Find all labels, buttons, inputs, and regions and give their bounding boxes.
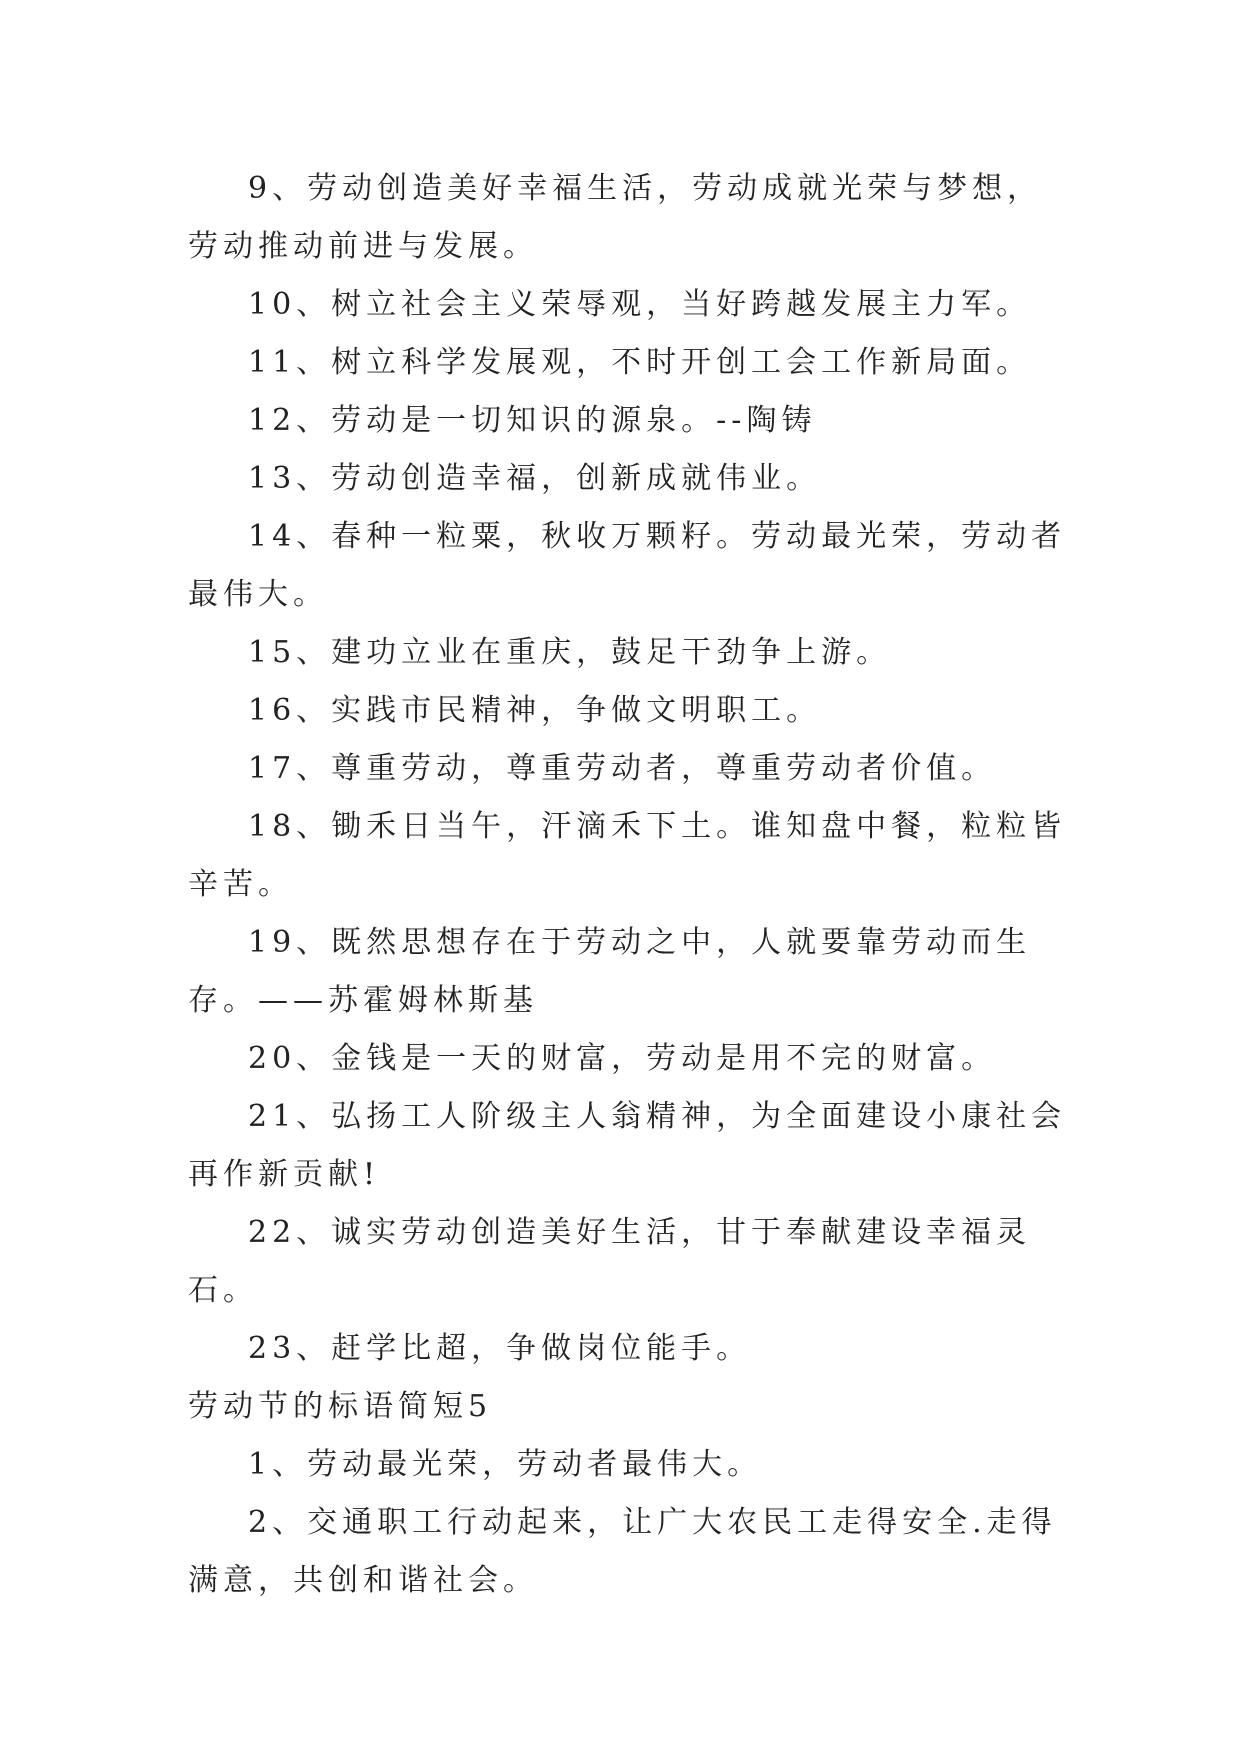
paragraph-item-12: 12、劳动是一切知识的源泉。--陶铸 <box>248 403 817 438</box>
paragraph-item-13: 13、劳动创造幸福，创新成就伟业。 <box>248 461 822 496</box>
paragraph-item-23: 23、赶学比超，争做岗位能手。 <box>248 1331 752 1366</box>
paragraph-item-20: 20、金钱是一天的财富，劳动是用不完的财富。 <box>248 1041 997 1076</box>
paragraph-item-21: 21、弘扬工人阶级主人翁精神，为全面建设小康社会再作新贡献! <box>188 1099 1067 1192</box>
paragraph-item-22: 22、诚实劳动创造美好生活，甘于奉献建设幸福灵石。 <box>188 1215 1032 1308</box>
paragraph-item-19: 19、既然思想存在于劳动之中，人就要靠劳动而生存。——苏霍姆林斯基 <box>188 925 1032 1018</box>
paragraph-item-14: 14、春种一粒粟，秋收万颗籽。劳动最光荣，劳动者最伟大。 <box>188 519 1067 612</box>
paragraph-item-16: 16、实践市民精神，争做文明职工。 <box>248 693 822 728</box>
paragraph-item-15: 15、建功立业在重庆，鼓足干劲争上游。 <box>248 635 892 670</box>
paragraph-item-11: 11、树立科学发展观，不时开创工会工作新局面。 <box>248 345 1032 380</box>
paragraph-item-9: 9、劳动创造美好幸福生活，劳动成就光荣与梦想，劳动推动前进与发展。 <box>188 171 1043 264</box>
paragraph-item-17: 17、尊重劳动，尊重劳动者，尊重劳动者价值。 <box>248 751 997 786</box>
paragraph-item-10: 10、树立社会主义荣辱观，当好跨越发展主力军。 <box>248 287 1032 322</box>
section-paragraph-item-2: 2、交通职工行动起来，让广大农民工走得安全.走得满意，共创和谐社会。 <box>188 1505 1057 1598</box>
section-paragraph-item-1: 1、劳动最光荣，劳动者最伟大。 <box>248 1447 763 1482</box>
document-body <box>188 160 1068 1610</box>
section-heading: 劳动节的标语简短5 <box>188 1389 493 1424</box>
paragraph-item-18: 18、锄禾日当午，汗滴禾下土。谁知盘中餐，粒粒皆辛苦。 <box>188 809 1067 902</box>
